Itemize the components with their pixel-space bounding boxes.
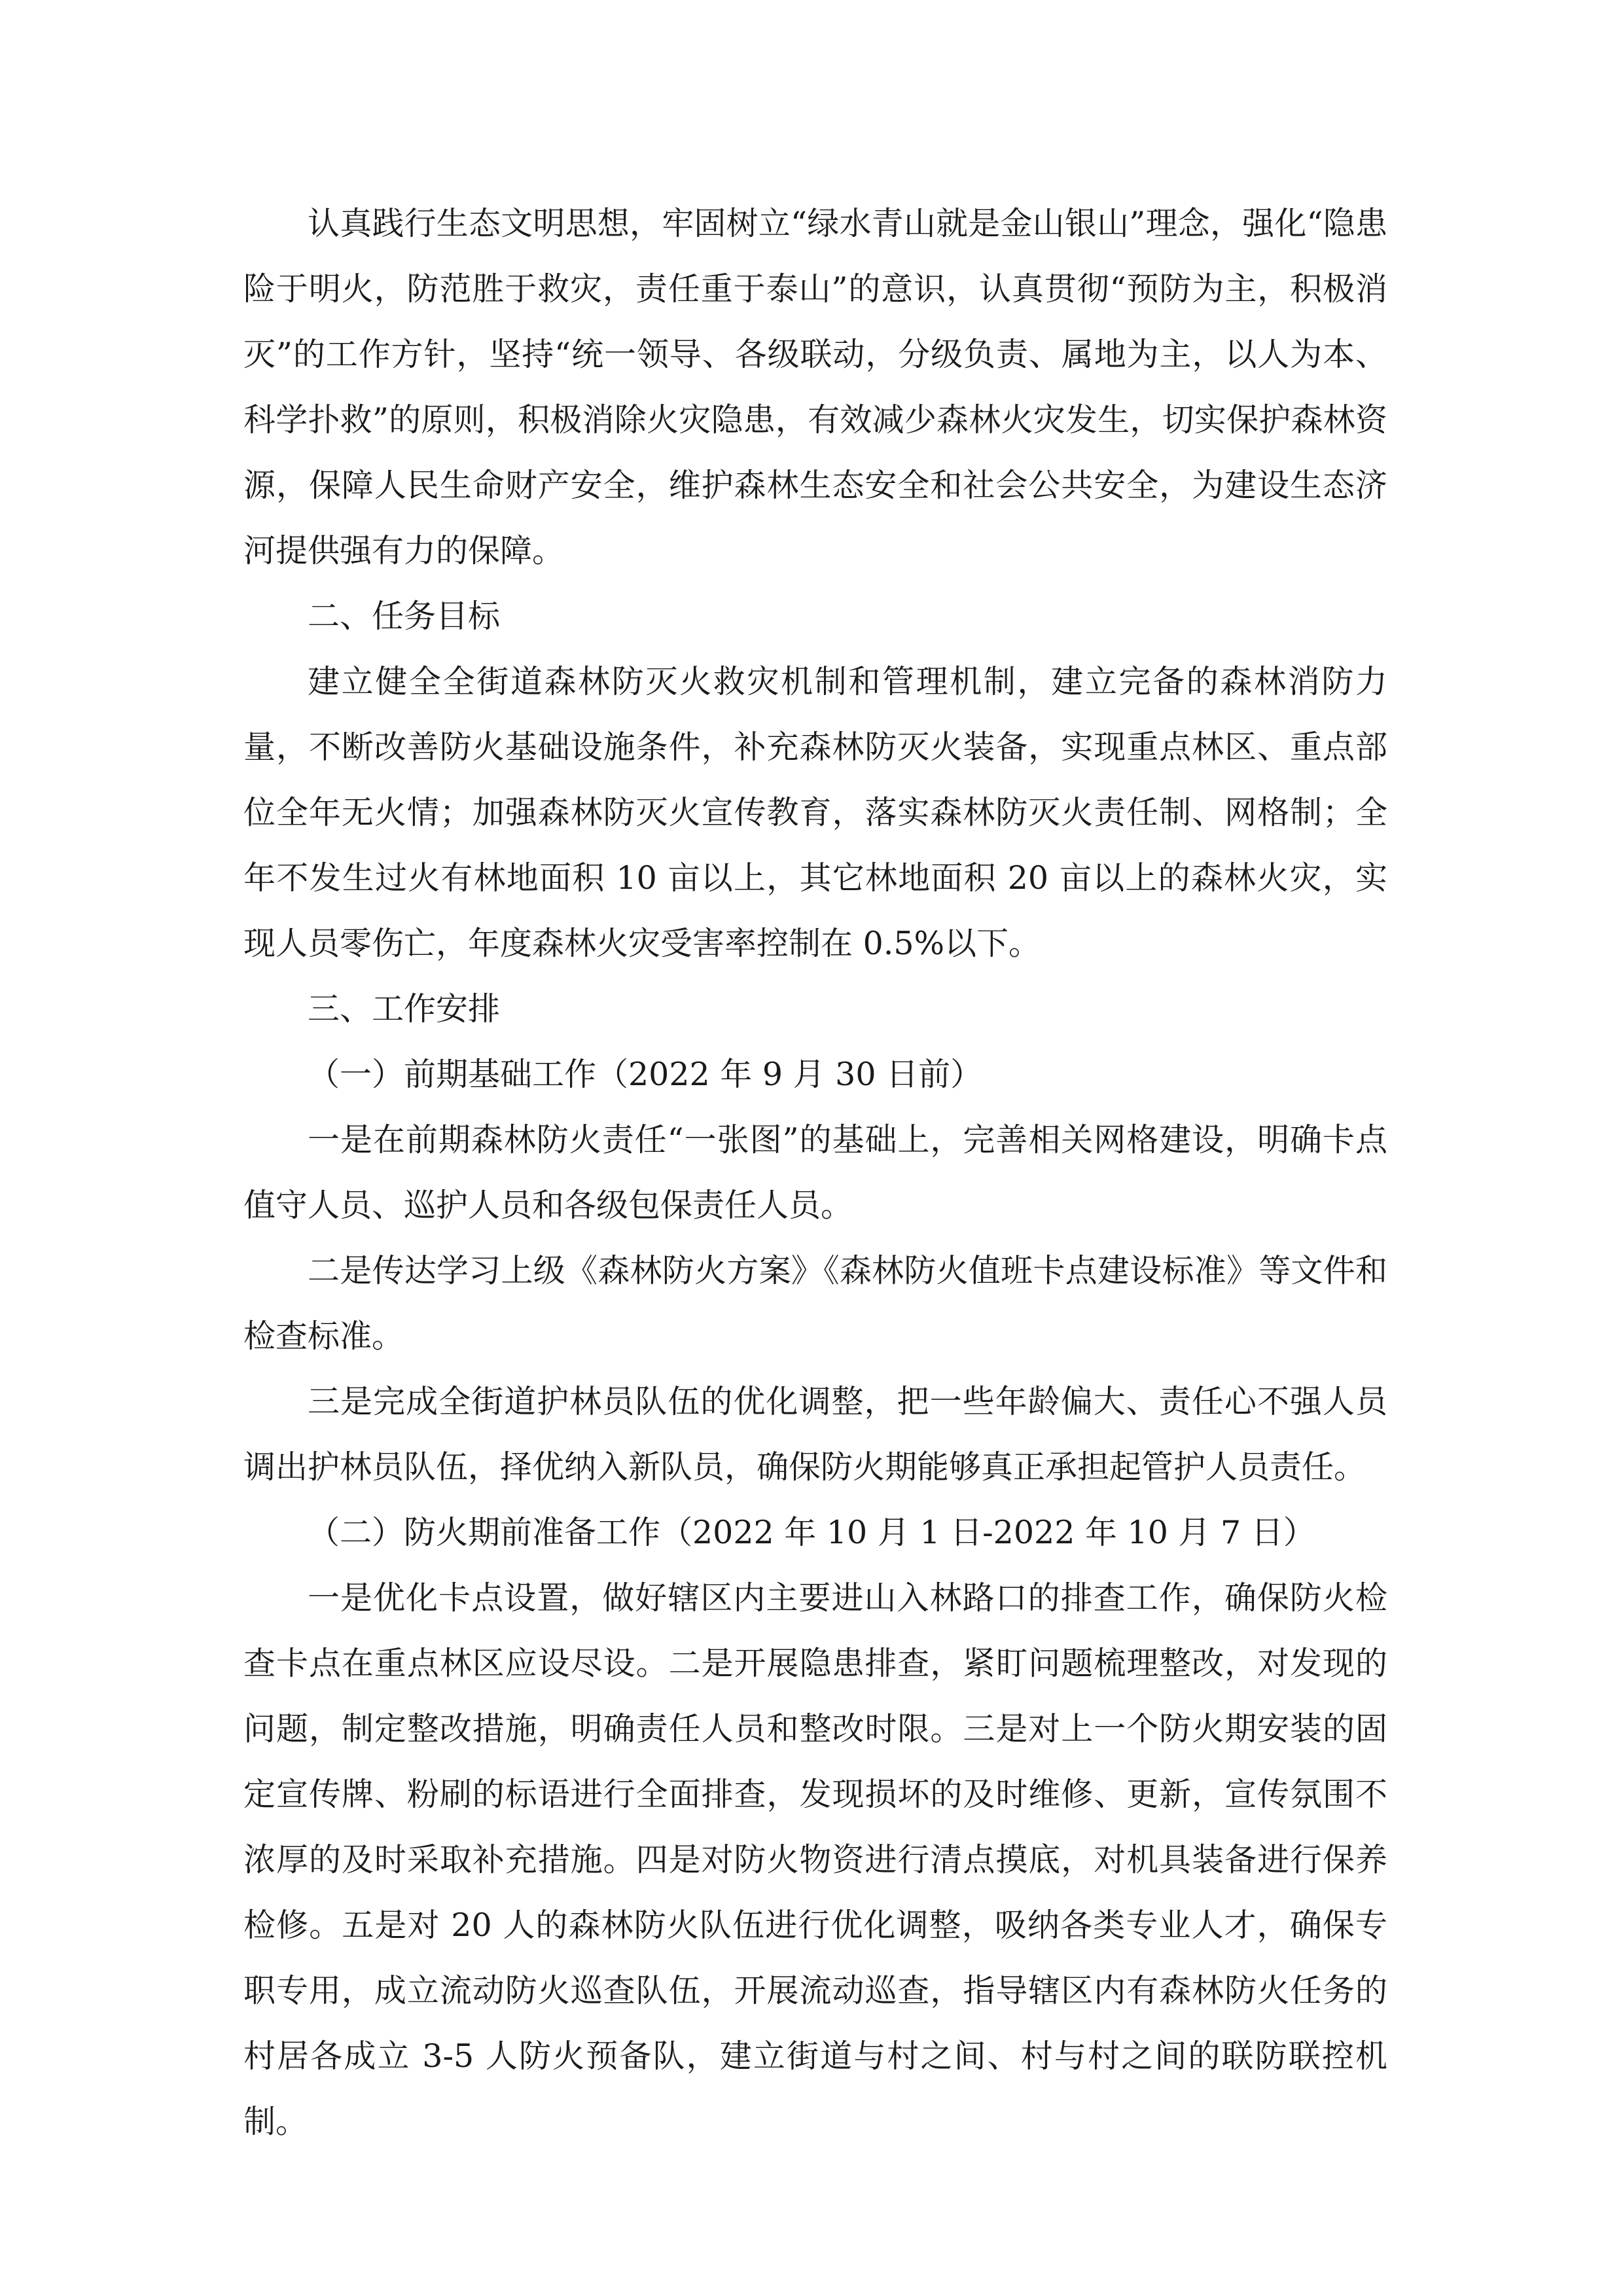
subsection-heading-preliminary-work: （一）前期基础工作（2022 年 9 月 30 日前）: [308, 1056, 983, 1093]
paragraph-preliminary-item-1: 一是在前期森林防火责任“一张图”的基础上，完善相关网格建设，明确卡点值守人员、巡护人员和各级包保责任人员。: [243, 1121, 1387, 1224]
paragraph-pre-fire-season-tasks: 一是优化卡点设置，做好辖区内主要进山入林路口的排查工作，确保防火检查卡点在重点林区应设尽设。二是开展隐患排查，紧盯问题梳理整改，对发现的问题，制定整改措施，明确责任人员和整改时限。三是对上一个防火期安装的固定宣传牌、粉刷的标语进行全面排查，发现损坏的及时维修、更新，宣传氛围不浓厚的及时采取补充措施。四是对防火物资进行清点摸底，对机具装备进行保养检修。五是对 20 人的森林防火队伍进行优化调整，吸纳各类专业人才，确保专职专用，成立流动防火巡查队伍，开展流动巡查，指导辖区内有森林防火任务的村居各成立 3-5 人防火预备队，建立街道与村之间、村与村之间的联防联控机制。: [243, 1579, 1387, 2140]
section-heading-task-goals: 二、任务目标: [308, 598, 501, 635]
paragraph-preliminary-item-3: 三是完成全街道护林员队伍的优化调整，把一些年龄偏大、责任心不强人员调出护林员队伍，择优纳入新队员，确保防火期能够真正承担起管护人员责任。: [243, 1383, 1387, 1486]
paragraph-task-goals: 建立健全全街道森林防灭火救灾机制和管理机制，建立完备的森林消防力量，不断改善防火基础设施条件，补充森林防灭火装备，实现重点林区、重点部位全年无火情；加强森林防灭火宣传教育，落实森林防灭火责任制、网格制；全年不发生过火有林地面积 10 亩以上，其它林地面积 20 亩以上的森林火灾，实现人员零伤亡，年度森林火灾受害率控制在 0.5%以下。: [243, 663, 1387, 962]
document-body: [243, 191, 1387, 2155]
paragraph-preliminary-item-2: 二是传达学习上级《森林防火方案》《森林防火值班卡点建设标准》等文件和检查标准。: [243, 1252, 1387, 1355]
subsection-heading-pre-fire-season: （二）防火期前准备工作（2022 年 10 月 1 日-2022 年 10 月 7 日）: [308, 1514, 1315, 1551]
section-heading-work-arrangement: 三、工作安排: [308, 990, 501, 1028]
paragraph-guiding-principle: 认真践行生态文明思想，牢固树立“绿水青山就是金山银山”理念，强化“隐患险于明火，防范胜于救灾，责任重于泰山”的意识，认真贯彻“预防为主，积极消灭”的工作方针，坚持“统一领导、各级联动，分级负责、属地为主，以人为本、科学扑救”的原则，积极消除火灾隐患，有效减少森林火灾发生，切实保护森林资源，保障人民生命财产安全，维护森林生态安全和社会公共安全，为建设生态济河提供强有力的保障。: [243, 205, 1387, 569]
